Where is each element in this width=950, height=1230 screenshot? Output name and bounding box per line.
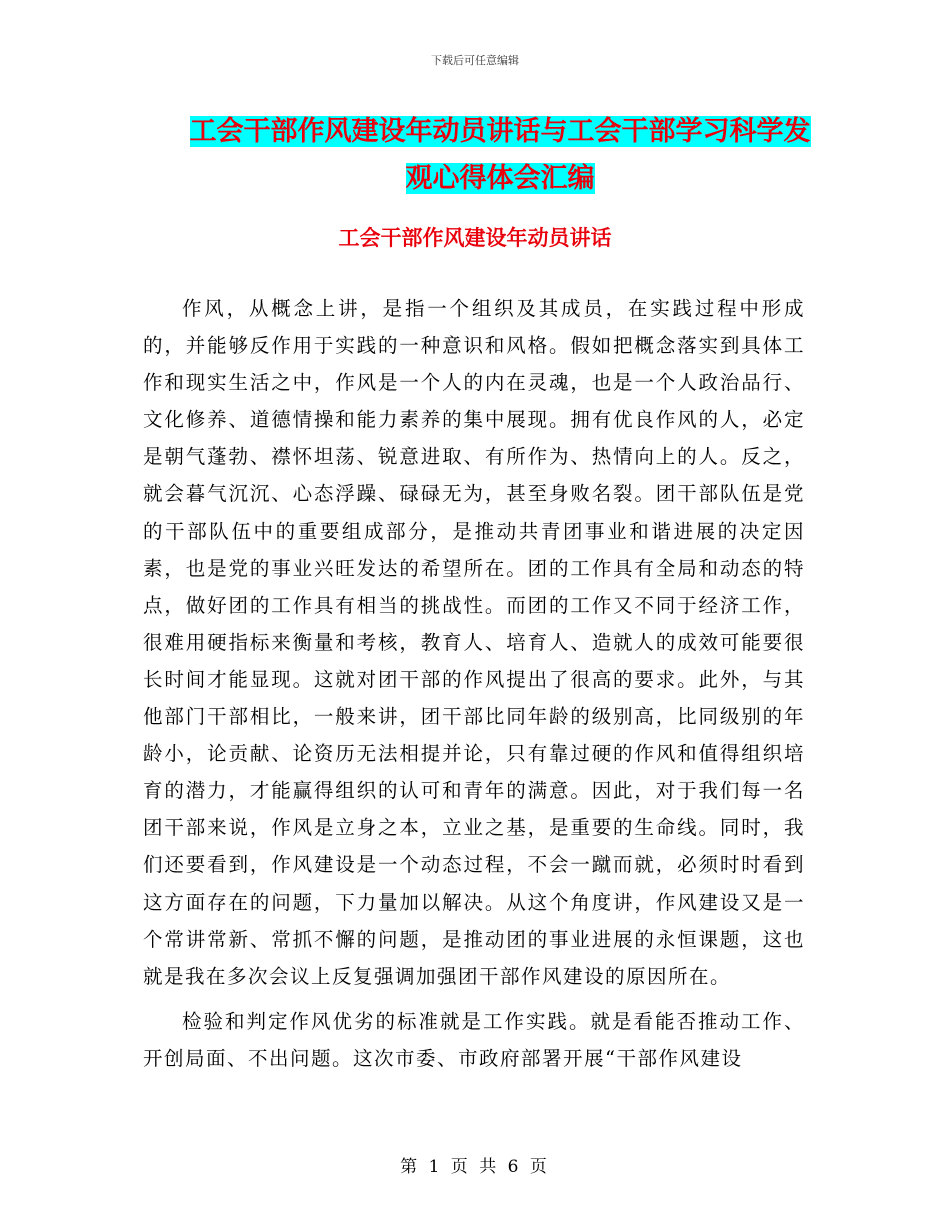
page-indicator: 第 1 页 共 6 页 xyxy=(400,1157,550,1177)
document-title-line-2: 观心得体会汇编 xyxy=(405,163,595,194)
paragraph-1: 作风，从概念上讲，是指一个组织及其成员，在实践过程中形成的，并能够反作用于实践的一种意识和风格。假如把概念落实到具体工作和现实生活之中，作风是一个人的内在灵魂，也是一个人政治品行、文化修养、道德情操和能力素养的集中展现。拥有优良作风的人，必定是朝气蓬勃、襟怀坦荡、锐意进取、有所作为、热情向上的人。反之，就会暮气沉沉、心态浮躁、碌碌无为，甚至身败名裂。团干部队伍是党的干部队伍中的重要组成部分，是推动共青团事业和谐进展的决定因素，也是党的事业兴旺发达的希望所在。团的工作具有全局和动态的特点，做好团的工作具有相当的挑战性。而团的工作又不同于经济工作，很难用硬指标来衡量和考核，教育人、培育人、造就人的成效可能要很长时间才能显现。这就对团干部的作风提出了很高的要求。此外，与其他部门干部相比，一般来讲，团干部比同年龄的级别高，比同级别的年龄小，论贡献、论资历无法相提并论，只有靠过硬的作风和值得组织培育的潜力，才能赢得组织的认可和青年的满意。因此，对于我们每一名团干部来说，作风是立身之本，立业之基，是重要的生命线。同时，我们还要看到，作风建设是一个动态过程，不会一蹴而就，必须时时看到这方面存在的问题，下力量加以解决。从这个角度讲，作风建设又是一个常讲常新、常抓不懈的问题，是推动团的事业进展的永恒课题，这也就是我在多次会议上反复强调加强团干部作风建设的原因所在。 xyxy=(143,297,805,988)
document-title xyxy=(180,108,820,202)
document-title-line-1: 工会干部作风建设年动员讲话与工会干部学习科学发 xyxy=(189,116,811,147)
paragraph-2: 检验和判定作风优劣的标准就是工作实践。就是看能否推动工作、开创局面、不出问题。这次市委、市政府部署开展“干部作风建设 xyxy=(143,1009,805,1070)
section-title: 工会干部作风建设年动员讲话 xyxy=(338,226,612,250)
document-body xyxy=(143,290,805,1077)
header-note: 下载后可任意编辑 xyxy=(431,54,519,67)
